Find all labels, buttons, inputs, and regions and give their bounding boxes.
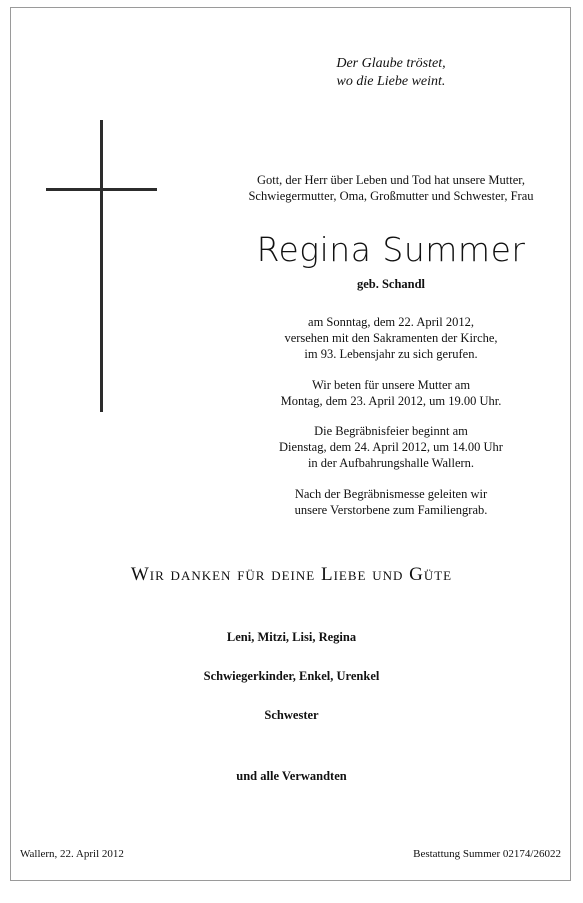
obituary-card <box>10 7 571 881</box>
birth-name: geb. Schandl <box>356 277 426 291</box>
undertaker-contact: Bestattung Summer 02174/26022 <box>413 848 561 860</box>
prayer-line-2: Montag, dem 23. April 2012, um 19.00 Uhr. <box>280 394 502 408</box>
death-line-2: versehen mit den Sakramenten der Kirche, <box>284 331 498 345</box>
burial-notice <box>221 486 561 518</box>
death-line-3: im 93. Lebensjahr zu sich gerufen. <box>304 347 478 361</box>
prayer-notice <box>221 377 561 409</box>
quote-line-1: Der Glaube tröstet, <box>336 56 446 71</box>
thanks-heading: Wir danken für deine Liebe und Güte <box>130 564 453 585</box>
intro-line-1: Gott, der Herr über Leben und Tod hat unsere Mutter, <box>256 173 526 187</box>
death-notice <box>221 314 561 362</box>
quote <box>241 55 541 91</box>
mourners-family: Schwiegerkinder, Enkel, Urenkel <box>203 669 380 683</box>
place-date: Wallern, 22. April 2012 <box>20 848 124 860</box>
funeral-line-2: Dienstag, dem 24. April 2012, um 14.00 Uhr <box>279 440 503 454</box>
burial-line-1: Nach der Begräbnismesse geleiten wir <box>294 487 488 501</box>
prayer-line-1: Wir beten für unsere Mutter am <box>311 378 471 392</box>
cross-icon <box>100 120 103 412</box>
intro-line-2: Schwiegermutter, Oma, Großmutter und Schwester, Frau <box>248 189 534 203</box>
mourners-relatives: und alle Verwandten <box>236 769 347 783</box>
mourners-children: Leni, Mitzi, Lisi, Regina <box>226 630 357 644</box>
cross-icon-bar <box>46 188 157 191</box>
burial-line-2: unsere Verstorbene zum Familiengrab. <box>294 503 488 517</box>
quote-line-2: wo die Liebe weint. <box>336 74 446 89</box>
funeral-line-3: in der Aufbahrungshalle Wallern. <box>307 456 475 470</box>
funeral-notice <box>221 423 561 471</box>
funeral-line-1: Die Begräbnisfeier beginnt am <box>314 424 468 438</box>
mourners-sister: Schwester <box>264 708 319 722</box>
intro-text <box>221 172 561 204</box>
death-line-1: am Sonntag, dem 22. April 2012, <box>308 315 474 329</box>
deceased-name: Regina Summer <box>256 230 526 269</box>
